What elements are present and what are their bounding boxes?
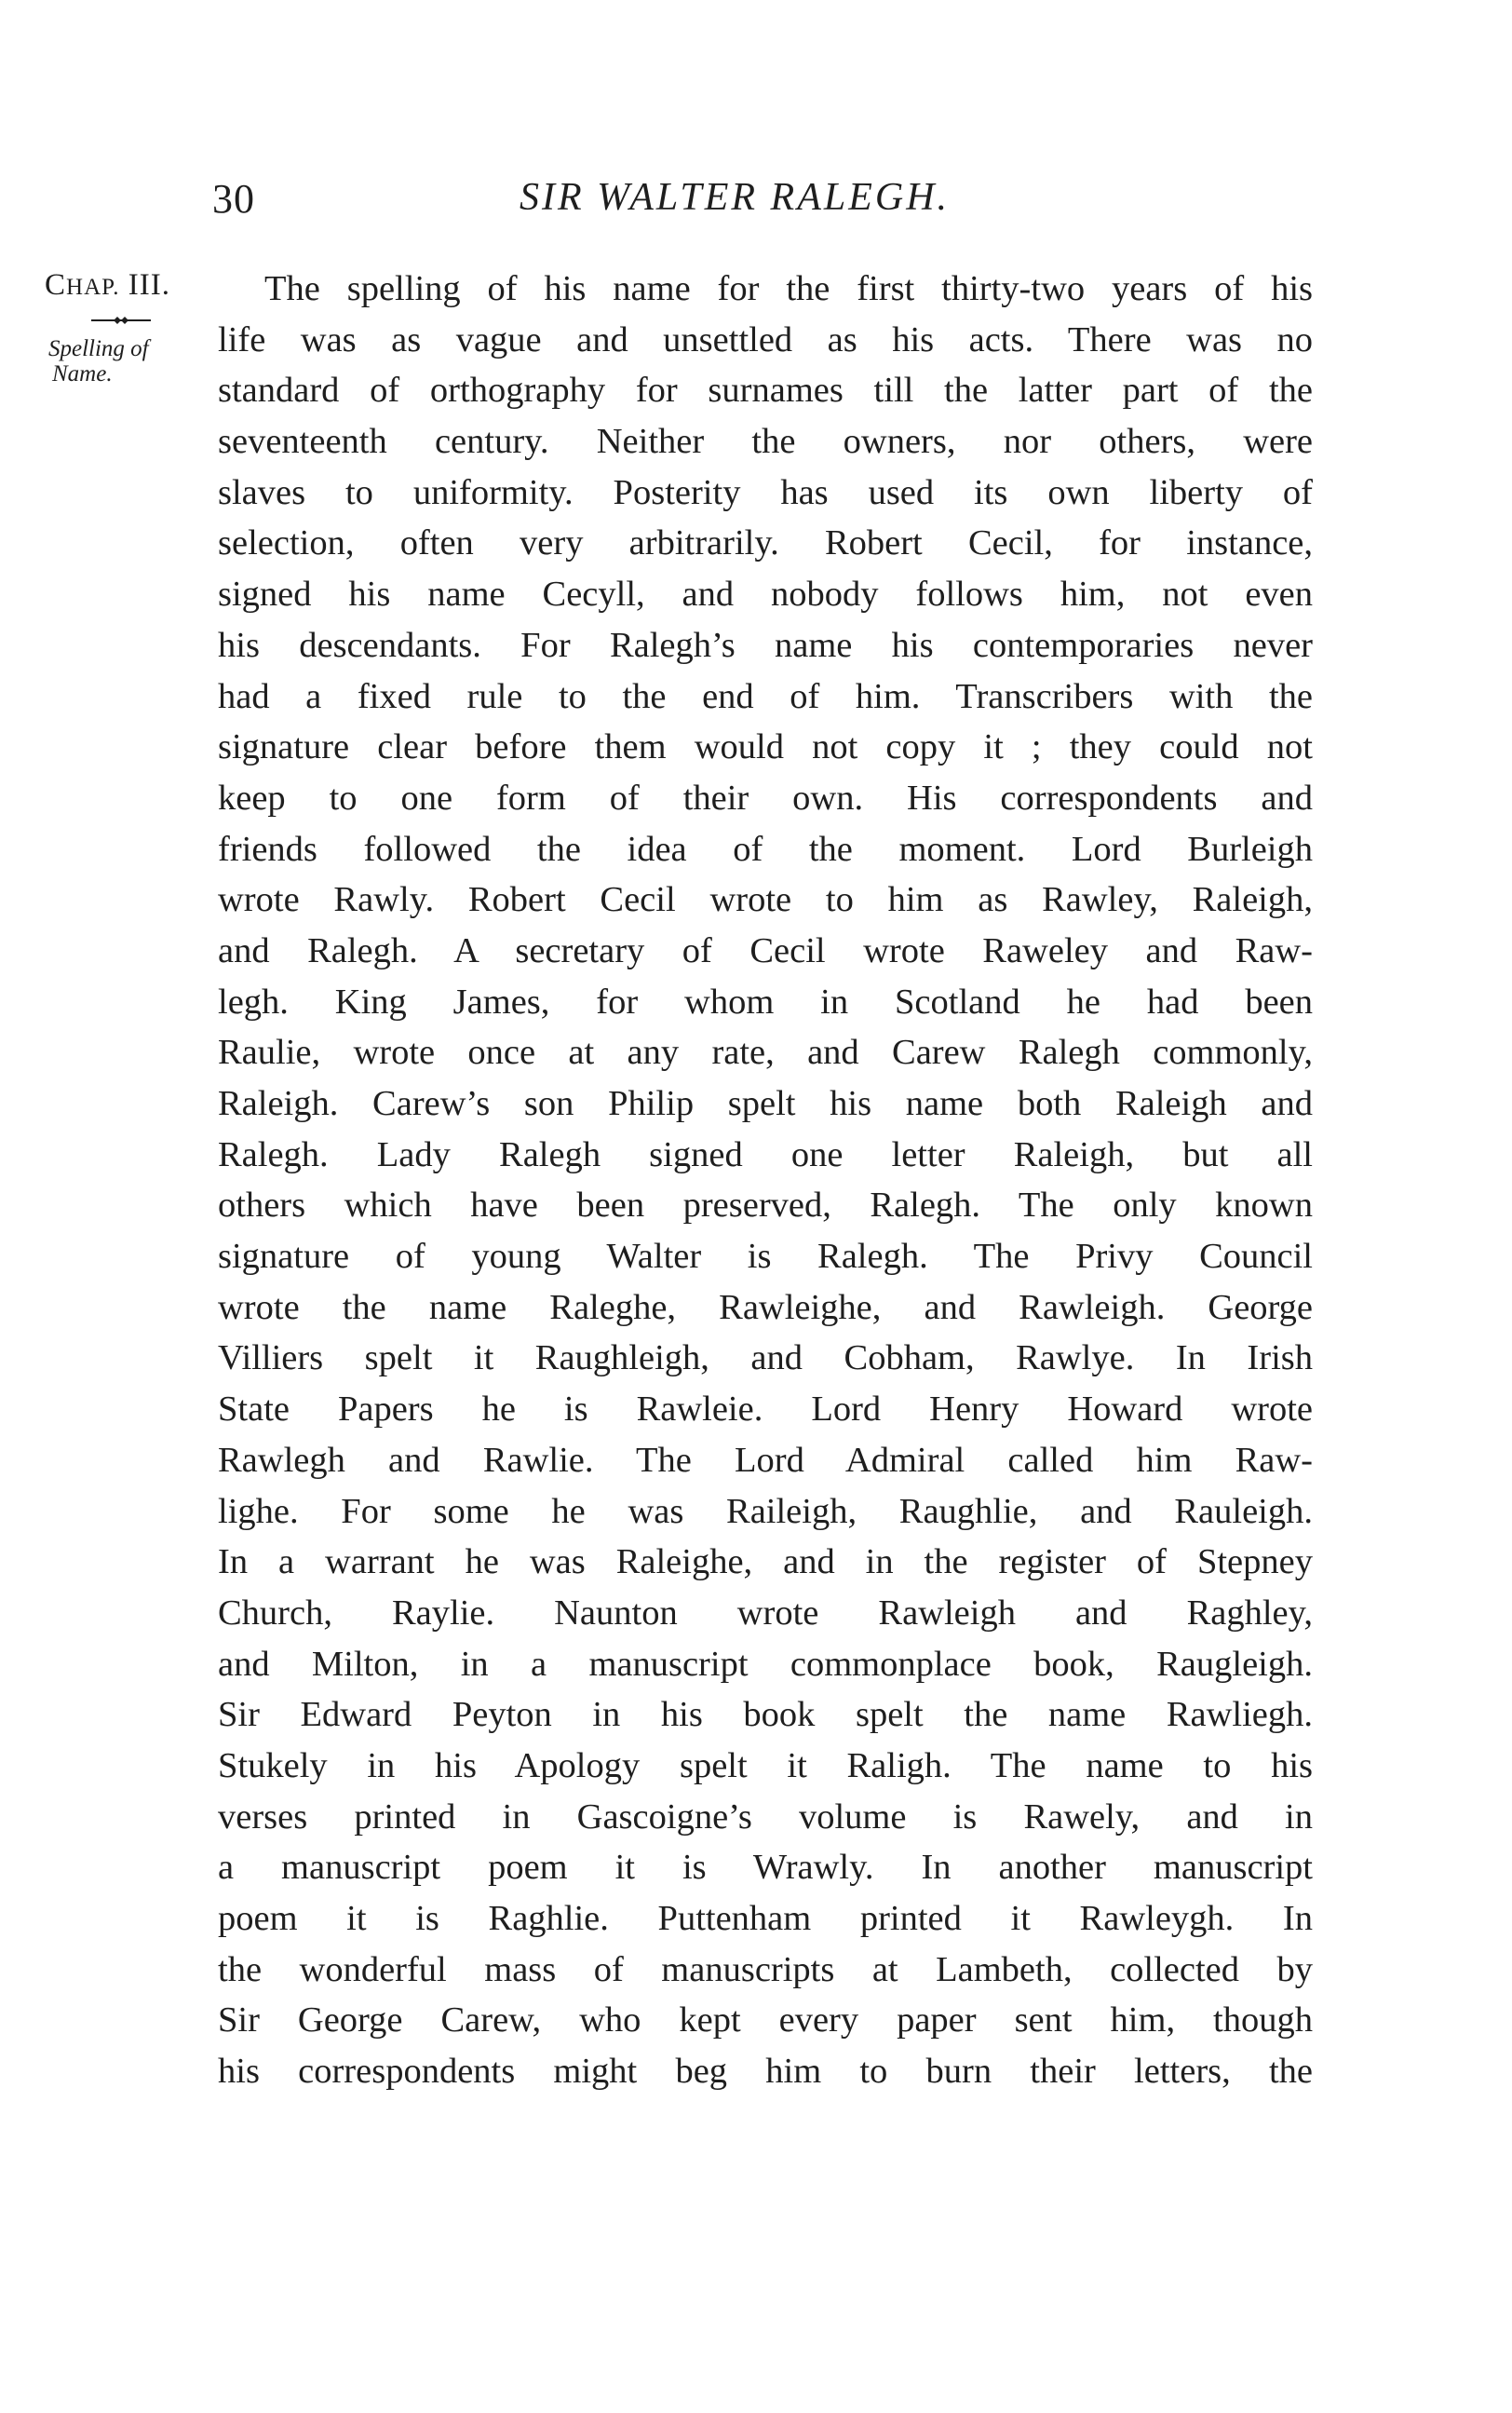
text-line: The spelling of his name for the first thirty-two years of his xyxy=(264,269,1313,308)
text-line: his descendants. For Ralegh’s name his contemporaries never xyxy=(218,625,1313,665)
text-line: legh. King James, for whom in Scotland he had been xyxy=(218,982,1313,1022)
text-line: Villiers spelt it Raughleigh, and Cobham, Rawlye. In Irish xyxy=(218,1338,1313,1378)
text-line: poem it is Raghlie. Puttenham printed it Rawleygh. In xyxy=(218,1899,1313,1938)
text-line: the wonderful mass of manuscripts at Lambeth, collected by xyxy=(218,1949,1313,1989)
text-line: signature clear before them would not copy it ; they could not xyxy=(218,727,1313,767)
text-line: Raleigh. Carew’s son Philip spelt his name both Raleigh and xyxy=(218,1084,1313,1123)
text-line: had a fixed rule to the end of him. Transcribers with the xyxy=(218,676,1313,716)
text-line: a manuscript poem it is Wrawly. In another manuscript xyxy=(218,1848,1313,1888)
text-line: selection, often very arbitrarily. Robert Cecil, for instance, xyxy=(218,523,1313,563)
text-line: signed his name Cecyll, and nobody follows him, not even xyxy=(218,575,1313,615)
text-line: and Milton, in a manuscript commonplace book, Raugleigh. xyxy=(218,1644,1313,1684)
text-line: life was as vague and unsettled as his acts. There was no xyxy=(218,319,1313,359)
text-line: Raulie, wrote once at any rate, and Carew Ralegh commonly, xyxy=(218,1033,1313,1073)
text-line: Stukely in his Apology spelt it Raligh. The name to his xyxy=(218,1745,1313,1785)
ornament-divider-icon xyxy=(89,314,153,327)
text-line: and Ralegh. A secretary of Cecil wrote Raweley and Raw- xyxy=(218,930,1313,970)
page-number: 30 xyxy=(212,176,255,222)
chapter-label-initial: C xyxy=(45,268,67,302)
running-head xyxy=(212,175,1311,231)
text-line: wrote Rawly. Robert Cecil wrote to him as Rawley, Raleigh, xyxy=(218,880,1313,920)
text-line: standard of orthography for surnames till the latter part of the xyxy=(218,371,1313,411)
text-line: Rawlegh and Rawlie. The Lord Admiral called him Raw- xyxy=(218,1440,1313,1480)
text-line: State Papers he is Rawleie. Lord Henry Howard wrote xyxy=(218,1390,1313,1430)
chapter-label xyxy=(45,268,212,303)
text-line: others which have been preserved, Ralegh. The only known xyxy=(218,1186,1313,1226)
text-line: verses printed in Gascoigne’s volume is Rawely, and in xyxy=(218,1796,1313,1837)
sidenote-line-1: Spelling of xyxy=(48,336,149,361)
text-line: signature of young Walter is Ralegh. The Privy Council xyxy=(218,1237,1313,1277)
text-line: seventeenth century. Neither the owners, nor others, were xyxy=(218,422,1313,462)
text-line: keep to one form of their own. His correspondents and xyxy=(218,778,1313,818)
text-line: wrote the name Raleghe, Rawleighe, and Rawleigh. George xyxy=(218,1287,1313,1327)
margin-note xyxy=(45,268,212,386)
text-line: Sir George Carew, who kept every paper sent him, though xyxy=(218,2000,1313,2040)
text-line: Church, Raylie. Naunton wrote Rawleigh and Raghley, xyxy=(218,1593,1313,1633)
chapter-numeral: III. xyxy=(128,268,170,302)
text-line: Ralegh. Lady Ralegh signed one letter Raleigh, but all xyxy=(218,1134,1313,1174)
sidenote-line-2: Name. xyxy=(52,361,113,386)
chapter-label-rest: HAP. xyxy=(66,275,120,300)
text-line: lighe. For some he was Raileigh, Raughlie, and Rauleigh. xyxy=(218,1491,1313,1531)
body-text xyxy=(218,264,1313,2097)
text-line: In a warrant he was Raleighe, and in the register of Stepney xyxy=(218,1542,1313,1582)
text-line: friends followed the idea of the moment. Lord Burleigh xyxy=(218,829,1313,869)
sidenote xyxy=(48,336,212,386)
running-title: SIR WALTER RALEGH. xyxy=(520,176,951,219)
text-line: slaves to uniformity. Posterity has used its own liberty of xyxy=(218,472,1313,512)
text-line: Sir Edward Peyton in his book spelt the name Rawliegh. xyxy=(218,1695,1313,1735)
text-line: his correspondents might beg him to burn their letters, the xyxy=(218,2052,1313,2092)
